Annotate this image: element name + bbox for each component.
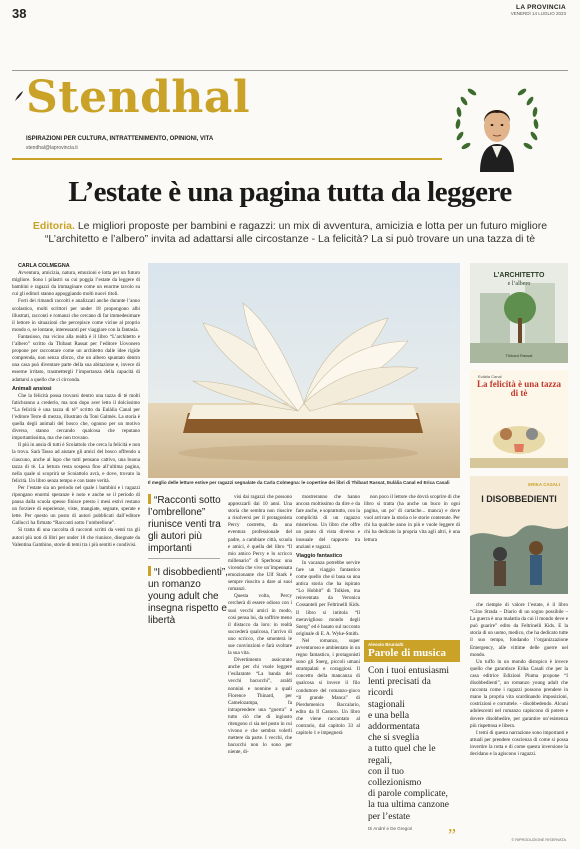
lyric-line: e una bella	[368, 710, 410, 721]
paragraph: Nel romanzo, super avventuroso e ambientato in un regno fantastico, i protagonisti sono gli Snerg, piccoli umani strampalati e coraggiosi. Il concetto della mancanza di qualcosa si invece il filo conduttore del romanzo-gioco “Il grande Manca” di Pierdomenico Baccalario, edito da Il Castoro. Un libro che viene raccontato al contrario, dal capitolo 33 al capitolo 1 e impegnerà	[296, 637, 360, 737]
book-author: Thibaut Rassat	[505, 353, 533, 358]
book-title: L’ARCHITETTO	[493, 272, 545, 279]
lyric-line: la tua ultima canzone	[368, 800, 449, 811]
book-author: ERIKA CASALI	[528, 482, 560, 487]
paragraph: Il più in ansia di tutti è Scoiattolo che cerca la felicità e non la trova. Sarà Tasso ad aiutare gli amici del bosco offrendo a ciascuno, anche al lupo che tutti pensano cattivo, una buona tazza di tè. La lettura resta sospesa fino all’ultima pagina, nella quale si scoprirà se Scoiattolo avrà, e dove, trovato la felicità. Un libro senza tempo e con tante verità.	[12, 442, 140, 484]
paragraph: visi dai ragazzi che possono apprezzarli dai 10 anni. Una storia che sembra non riuscire a risolversi per il protagonista Percy costretto, da una eventura professionale del padre, a cambiare città, scuola e amici, è quella del libro “Il mio amico Percy e lo scricco millenario” di Sperbosa: una vicenda che vive un’impennata emozionante che Ulf Stark è sempre riuscito a dare ai suoi romanzi.	[228, 494, 292, 593]
book-subtitle: e l’albero	[507, 281, 531, 287]
paper-name: LA PROVINCIA	[516, 4, 566, 11]
stendhal-portrait-image	[432, 72, 562, 172]
quote-marker	[148, 566, 151, 576]
lyric-line: lenti precisati da ricordi	[368, 677, 431, 699]
paragraph: Fantasioso, ma vicino alla realtà è il libro “L’architetto e l’albero” scritto da Thibaut Rassat per l’editore Uovonero propone per raccontare come un architetto dalle idee rigide comprenda, non senza sforzo, che un albero spuntato dentro una casa può diventare parte della sua abitazione e, invece di esserne irritato, trasmettergli l’importanza della capacità di adattarsi a quello che ci circonda.	[12, 333, 140, 383]
book-title: La felicità è una tazza di tè	[477, 380, 561, 398]
paragraph: mostreranno che hanno ancora moltissimo da dire e da fare anche, e soprattutto, con la complicità di un ragazzo misterioso. Un libro che offre un punto di vista diverso e inusuale del rapporto tra anziani e ragazzi.	[296, 494, 360, 550]
article-column-3	[228, 494, 292, 756]
deck-text: Le migliori proposte per bambini e ragazzi: un mix di avventura, amicizia e lotta per un futuro migliore “L’architetto e l’albero” invita ad adattarsi alle circostanze - La felicità? La si può trovare un una tazza di tè	[44, 220, 548, 245]
lyric-line: di parole complicate,	[368, 789, 448, 800]
lyric-line: che si sveglia	[368, 733, 420, 744]
song-author: Di André e De Gregori	[368, 825, 413, 831]
song-lyrics	[364, 662, 460, 823]
lyric-line: a tutto quel che le regali,	[368, 744, 436, 766]
paragraph: che riempie di valore l’estate, è il libro “Gino Strada – Diario di un sogno possibile – La guerra è una malattia da cui il mondo deve e può guarire” edito da Feltrinelli Kids. E la storia di un uomo, medico, che ha dedicato tutte il suo tempo, fondando l’organizzazione Emergency, alle vittime delle guerre nel mondo.	[470, 602, 568, 658]
article-column-6	[470, 602, 568, 758]
newspaper-masthead	[511, 4, 566, 16]
paragraph: Per l’estate sia un periodo nel quale i bambini e i ragazzi ripongano enormi speranze è noto e anche se il periodo di pausa dalla scuola spesso finisce presto i mesi estivi restano un forziere di esperienze, viste, mangiate, segnate, sperate e lette. Per questo un posto di autori pubblicati dall’editore Gallucci ha firmato “Racconti sotto l’ombrellone”.	[12, 484, 140, 527]
book-cover-architetto	[470, 263, 568, 363]
accent-bar	[12, 158, 442, 160]
article-column-1	[12, 263, 140, 549]
article-column-5	[364, 494, 460, 544]
paragraph: In vacanza potrebbe servire fare un viaggio fantastico come quello che si basa su una antica storia che ha ispirato “Lo Hobbit” di Tolkien, ma reinventata da Veronica Cossanteli per Feltrinelli Kids. Il libro si intitola “Il meraviglioso mondo degli Snerg” ed è basato sul racconto originale di E. A. Wyke-Smith.	[296, 559, 360, 637]
section-tagline: ISPIRAZIONI PER CULTURA, INTRATTENIMENTO, OPINIONI, VITA	[26, 136, 214, 142]
lyrics-box-header	[364, 640, 460, 662]
book-cover-disobbedienti	[470, 476, 568, 594]
article-column-4	[296, 494, 360, 737]
pull-quote-1-text: “Racconti sotto l’ombrellone” riunisce venti tra gli autori più importanti	[148, 495, 221, 554]
paragraph: non poco il lettore che dovrà scoprire di che libro si tratta (ha anche un buco in ogni pagina, un po’ di cartache... manca) e dove vuol arrivare la storia o le storie contenute. Per chi ha qualche anno in più e vuole leggere di chi ha dedicato la propria vita agli altri, è una lettura	[364, 494, 460, 543]
paragraph: Questa volta, Percy cercherà di essere odioso con i suoi vecchi amici in modo, così pensa lui, da soffrire meno il distacco da loro: in realtà succederà qualcosa, l’arrivo di uno scricco, che smonterà le sue convinzioni e farà svoltare la sua vita.	[228, 593, 292, 657]
divider	[148, 558, 220, 559]
section-title: Stendhal	[26, 72, 251, 123]
paragraph: Un tuffo in un mondo distopico è invece quello che garantisce Erika Casali che per la casa editrice Edizioni Piuma propone “I disobbedienti”, un romanzo young adult che racconta come i ragazzi possono prendere in mano la propria vita scardinando imposizioni, costrizioni e corruttele. - disobbedendo. Alcuni adolescenti nel romanzo capiscono di potere e dovere disobbedire, per garantire un’esistenza più rispettosa e libera.	[470, 658, 568, 729]
lyric-line: per l’estate	[368, 811, 410, 822]
copyright-notice: © RIPRODUZIONE RISERVATA	[511, 838, 566, 842]
lyric-line: Con i tuoi entusiasmi	[368, 666, 450, 676]
paragraph: Che la felicità possa trovarsi dentro una tazza di tè molti fatichranno a crederlo, ma non dopo aver letto il dolcissimo “La felicità è una tazza di tè” scritto da Eulàlia Canal per l’editore Terre di mezzo, illustrato da Toni Galmés. La storia è quella degli animali del bosco che, ognuno per un motivo diverso, stanno cercando qualcosa che reputano importantissima, ma che non trovano.	[12, 392, 140, 442]
feather-icon	[14, 90, 24, 102]
section-email[interactable]: stendhal@laprovincia.it	[26, 145, 78, 151]
lyrics-box-title: Parole di musica	[368, 647, 447, 659]
article-deck	[12, 220, 568, 246]
paragraph: Si tratta di una raccolta di racconti scritti da venti tra gli autori più noti di libri per under 18 che riunisce, disegnate da Valentina Gambino, storie di temi tra i più sentiti e condivisi.	[12, 527, 140, 548]
lyric-line: stagionali	[368, 699, 405, 710]
quote-marker	[148, 494, 151, 504]
article-byline: CARLA COLMEGNA	[18, 263, 70, 269]
book-cover-felicita	[470, 370, 568, 468]
paragraph: Avventura, amicizia, natura, emozioni e lotta per un futuro migliore. Sono i pilastri su cui poggia l’estate da leggere di bambini e ragazzi da immaginare come un enorme tavolo su cui gli editori stanno appoggiando molti nuovi titoli.	[12, 270, 140, 298]
music-lyrics-box	[364, 640, 460, 844]
issue-date: VENERDÌ 14 LUGLIO 2023	[510, 11, 566, 16]
quote-icon: ”	[448, 825, 456, 845]
paragraph: Divertimento assicurato anche per chi vuole leggere l’esilarante “La banda dei vecchi bacucchi”, araldi nonnini e nonnine a quali Florence Thinard, per Camelozampa, fa intraprendere una “guerra” a tutto ciò che di ingiusto ritengono ci sia nel posto in cui vivono e che sembra volerli mettere da parte. I vecchi, che bacucchi non lo sono per niente, di-	[228, 657, 292, 756]
deck-kicker: Editoria.	[32, 220, 75, 232]
lyric-line: addormentata	[368, 722, 420, 733]
lyrics-box-label: Alessio Brunialti	[368, 642, 404, 647]
book-author: Eulàlia Canal	[478, 374, 502, 379]
book-title: I DISOBBEDIENTI	[481, 494, 557, 504]
subheading-viaggio: Viaggio fantastico	[296, 552, 343, 559]
header-rule	[12, 70, 568, 71]
lyric-line: con il tuo collezionismo	[368, 766, 422, 789]
pull-quote-2-text: “I disobbedienti”, un romanzo young adult che insegna rispetto e libertà	[148, 567, 228, 626]
paragraph: I temi di questa narrazione sono importanti e attuali per prendere coscienza di come si possa invertire la rotta e di come questa inversione la decidano e la agiscono i ragazzi.	[470, 729, 568, 757]
open-book-photo	[148, 263, 460, 478]
pull-quote-1	[148, 494, 228, 555]
photo-caption: Il meglio delle letture estive per ragazzi segnalate da Carla Colmegna: le copertine dei libri di Thibaut Rassat, Eulàlia Canal ed Erica Casali	[148, 480, 450, 485]
paragraph: Forti dei rimandi raccolti e analizzati anche durante l’anno scolastico, molti scrittori per under 18 propongono albi illustrati, racconti e romanzi che cercano di far immedesimare il lettore in situazioni che percepisce come vicine al proprio mondo o, se lontane, interessanti per viaggiare con la fantasia.	[12, 298, 140, 333]
article-headline: L’estate è una pagina tutta da leggere	[68, 176, 512, 208]
book-cover-felicita-art	[470, 370, 568, 468]
page-number: 38	[12, 6, 27, 21]
subheading-animali: Animali ansiosi	[12, 385, 52, 392]
book-cover-disobbedienti-art	[470, 476, 568, 594]
pull-quote-2	[148, 566, 228, 627]
book-cover-architetto-art	[470, 263, 568, 363]
